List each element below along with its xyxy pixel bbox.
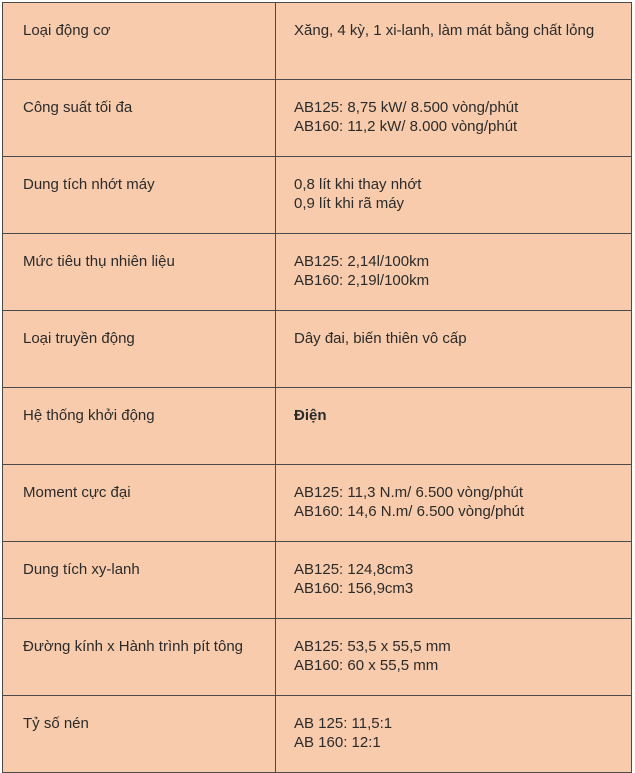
value-line: AB125: 124,8cm3 [294, 561, 414, 578]
value-line: 0,8 lít khi thay nhớt [294, 176, 422, 193]
row-label: Mức tiêu thụ nhiên liệu [3, 234, 276, 311]
row-label: Moment cực đại [3, 465, 276, 542]
value-line: AB 125: 11,5:1 [294, 715, 393, 732]
value-line: 0,9 lít khi rã máy [294, 195, 405, 212]
value-line: AB160: 60 x 55,5 mm [294, 657, 439, 674]
value-line: AB125: 8,75 kW/ 8.500 vòng/phút [294, 99, 519, 116]
row-value [276, 388, 632, 465]
value-line: AB160: 11,2 kW/ 8.000 vòng/phút [294, 118, 518, 135]
row-value [276, 157, 632, 234]
row-value [276, 80, 632, 157]
row-label: Loại động cơ [3, 3, 276, 80]
row-label: Dung tích xy-lanh [3, 542, 276, 619]
value-line: AB160: 2,19l/100km [294, 272, 430, 289]
table-row [3, 234, 632, 311]
value-line: Dây đai, biến thiên vô cấp [294, 330, 467, 347]
row-value [276, 696, 632, 773]
row-value [276, 619, 632, 696]
row-label: Dung tích nhớt máy [3, 157, 276, 234]
table-row [3, 157, 632, 234]
value-line: AB125: 11,3 N.m/ 6.500 vòng/phút [294, 484, 524, 501]
row-label: Công suất tối đa [3, 80, 276, 157]
row-value [276, 311, 632, 388]
table-row [3, 542, 632, 619]
row-label: Tỷ số nén [3, 696, 276, 773]
row-label: Đường kính x Hành trình pít tông [3, 619, 276, 696]
table-row [3, 3, 632, 80]
row-value [276, 542, 632, 619]
value-line: AB125: 53,5 x 55,5 mm [294, 638, 451, 655]
value-line: AB 160: 12:1 [294, 734, 381, 751]
table-row [3, 619, 632, 696]
value-line: Xăng, 4 kỳ, 1 xi-lanh, làm mát bằng chất lỏng [294, 22, 595, 39]
row-label: Hệ thống khởi động [3, 388, 276, 465]
table-row [3, 388, 632, 465]
row-value [276, 3, 632, 80]
spec-table [2, 2, 632, 773]
value-line: Điện [294, 407, 327, 424]
table-row [3, 311, 632, 388]
value-line: AB160: 14,6 N.m/ 6.500 vòng/phút [294, 503, 525, 520]
row-value [276, 234, 632, 311]
table-row [3, 696, 632, 773]
value-line: AB125: 2,14l/100km [294, 253, 430, 270]
value-line: AB160: 156,9cm3 [294, 580, 414, 597]
table-row [3, 465, 632, 542]
table-row [3, 80, 632, 157]
row-value [276, 465, 632, 542]
row-label: Loại truyền động [3, 311, 276, 388]
